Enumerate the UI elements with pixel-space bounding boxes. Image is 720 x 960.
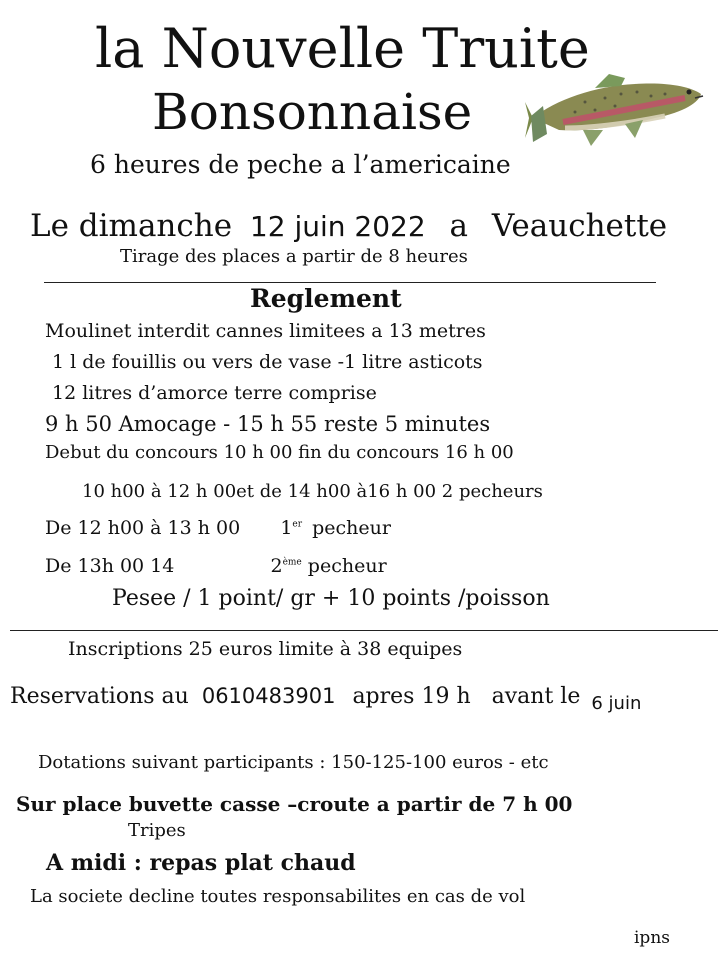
prizes: Dotations suivant participants : 150-125-100 euros - etc bbox=[38, 752, 549, 773]
rule-line-3: 12 litres d’amorce terre comprise bbox=[52, 382, 377, 404]
rule-line-1: Moulinet interdit cannes limitees a 13 metres bbox=[45, 320, 486, 342]
rule-line-7-num: 1 bbox=[280, 517, 293, 539]
rule-line-8 bbox=[45, 555, 387, 577]
disclaimer: La societe decline toutes responsabilites en cas de vol bbox=[30, 886, 526, 907]
date-connector: a bbox=[449, 208, 469, 244]
rule-line-2: 1 l de fouillis ou vers de vase -1 litre asticots bbox=[52, 351, 483, 373]
divider-top bbox=[44, 282, 656, 283]
rule-line-4: 9 h 50 Amocage - 15 h 55 reste 5 minutes bbox=[45, 412, 491, 436]
reservations-before: avant le bbox=[491, 684, 581, 709]
divider-bottom bbox=[10, 630, 718, 631]
draw-time: Tirage des places a partir de 8 heures bbox=[120, 246, 468, 267]
phone-number: 0610483901 bbox=[201, 684, 336, 708]
reservations-after: apres 19 h bbox=[352, 684, 471, 709]
rule-line-5: Debut du concours 10 h 00 fin du concours 16 h 00 bbox=[45, 442, 514, 463]
rules-heading: Reglement bbox=[250, 284, 402, 313]
tripes: Tripes bbox=[128, 820, 186, 841]
subtitle: 6 heures de peche a l’americaine bbox=[90, 150, 511, 179]
date-prefix: Le dimanche bbox=[30, 208, 233, 244]
title-line-1: la Nouvelle Truite bbox=[95, 17, 590, 80]
rule-line-8-sup: ème bbox=[282, 557, 302, 568]
rule-line-8-num: 2 bbox=[270, 555, 283, 577]
rule-line-7-time: De 12 h00 à 13 h 00 bbox=[45, 517, 241, 539]
lunch: A midi : repas plat chaud bbox=[46, 850, 356, 876]
rule-line-8-role: pecheur bbox=[307, 555, 387, 577]
registration: Inscriptions 25 euros limite à 38 equipes bbox=[68, 638, 463, 660]
reservations bbox=[10, 684, 642, 714]
trout-icon bbox=[525, 72, 705, 154]
reservations-deadline: 6 juin bbox=[591, 693, 642, 714]
weighing-rule: Pesee / 1 point/ gr + 10 points /poisson bbox=[112, 586, 550, 611]
rule-line-6: 10 h00 à 12 h 00et de 14 h00 à16 h 00 2 pecheurs bbox=[82, 481, 543, 502]
footer-ipns: ipns bbox=[634, 928, 670, 948]
date-line bbox=[30, 208, 667, 244]
rule-line-7-sup: er bbox=[292, 519, 303, 530]
event-date: 12 juin 2022 bbox=[249, 210, 426, 243]
title-line-2: Bonsonnaise bbox=[152, 83, 473, 141]
rule-line-8-time: De 13h 00 14 bbox=[45, 555, 175, 577]
snack-bar: Sur place buvette casse –croute a partir de 7 h 00 bbox=[16, 792, 573, 816]
reservations-label: Reservations au bbox=[10, 684, 189, 709]
event-place: Veauchette bbox=[491, 208, 668, 244]
rule-line-7 bbox=[45, 517, 391, 539]
rule-line-7-role: pecheur bbox=[312, 517, 391, 539]
